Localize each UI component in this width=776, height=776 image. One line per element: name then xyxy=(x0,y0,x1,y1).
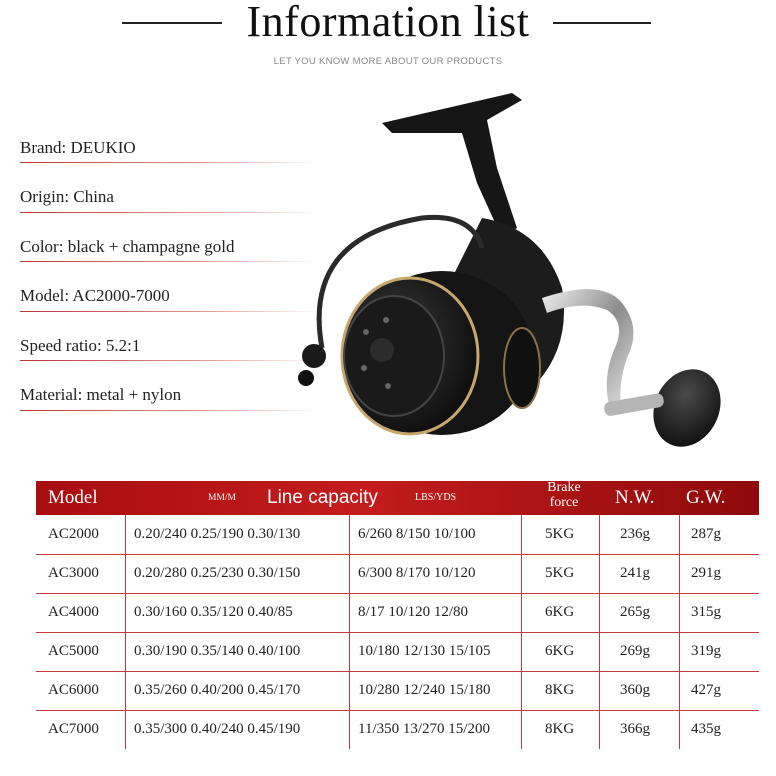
header-mm-m: MM/M xyxy=(208,493,236,503)
cell-gw: 287g xyxy=(691,526,721,542)
spec-material: Material: metal + nylon xyxy=(20,385,182,404)
cell-brake: 5KG xyxy=(545,565,575,581)
table-row xyxy=(36,593,759,632)
cell-nw: 265g xyxy=(620,604,650,620)
cell-brake: 5KG xyxy=(545,526,575,542)
cell-mm: 0.30/190 0.35/140 0.40/100 xyxy=(134,643,301,659)
cell-gw: 319g xyxy=(691,643,721,659)
title-rule-right xyxy=(553,22,651,24)
table-row xyxy=(36,515,759,554)
cell-mm: 0.20/240 0.25/190 0.30/130 xyxy=(134,526,301,542)
cell-lbs: 10/180 12/130 15/105 xyxy=(358,643,491,659)
spec-divider xyxy=(20,311,320,312)
header-line-capacity: Line capacity xyxy=(267,487,378,508)
cell-lbs: 6/260 8/150 10/100 xyxy=(358,526,476,542)
page-title: Information list xyxy=(246,0,530,46)
table-row xyxy=(36,710,759,749)
cell-brake: 6KG xyxy=(545,643,575,659)
page-subtitle: LET YOU KNOW MORE ABOUT OUR PRODUCTS xyxy=(273,56,503,67)
spec-divider xyxy=(20,410,320,411)
drag-knob xyxy=(370,338,394,362)
cell-mm: 0.30/160 0.35/120 0.40/85 xyxy=(134,604,293,620)
header-lbs-yds: LBS/YDS xyxy=(415,492,457,503)
table-row xyxy=(36,671,759,710)
cell-model: AC2000 xyxy=(48,526,99,542)
cell-lbs: 10/280 12/240 15/180 xyxy=(358,682,491,698)
cell-gw: 427g xyxy=(691,682,721,698)
spec-divider xyxy=(20,162,320,163)
cell-model: AC6000 xyxy=(48,682,99,698)
spec-divider xyxy=(20,212,320,213)
cell-nw: 236g xyxy=(620,526,650,542)
spec-model: Model: AC2000-7000 xyxy=(20,286,170,305)
table-header xyxy=(36,481,759,515)
cell-mm: 0.20/280 0.25/230 0.30/150 xyxy=(134,565,301,581)
spec-origin: Origin: China xyxy=(20,187,114,206)
header-model: Model xyxy=(48,487,98,508)
cell-brake: 6KG xyxy=(545,604,575,620)
cell-model: AC4000 xyxy=(48,604,99,620)
header-gross-weight: G.W. xyxy=(686,487,726,508)
table-row xyxy=(36,554,759,593)
cell-lbs: 11/350 13/270 15/200 xyxy=(358,721,490,737)
cell-brake: 8KG xyxy=(545,721,575,737)
cell-mm: 0.35/260 0.40/200 0.45/170 xyxy=(134,682,301,698)
spool-face xyxy=(344,296,444,416)
cell-gw: 435g xyxy=(691,721,721,737)
spec-color: Color: black + champagne gold xyxy=(20,237,235,256)
header-net-weight: N.W. xyxy=(615,487,655,508)
cell-nw: 269g xyxy=(620,643,650,659)
cell-lbs: 6/300 8/170 10/120 xyxy=(358,565,476,581)
table-row xyxy=(36,632,759,671)
spec-brand: Brand: DEUKIO xyxy=(20,138,136,157)
cell-gw: 291g xyxy=(691,565,721,581)
cell-model: AC5000 xyxy=(48,643,99,659)
cell-brake: 8KG xyxy=(545,682,575,698)
cell-nw: 366g xyxy=(620,721,650,737)
cell-gw: 315g xyxy=(691,604,721,620)
cell-model: AC3000 xyxy=(48,565,99,581)
cell-model: AC7000 xyxy=(48,721,99,737)
spec-divider xyxy=(20,360,320,361)
bail-roller xyxy=(302,344,326,368)
cell-nw: 241g xyxy=(620,565,650,581)
cell-lbs: 8/17 10/120 12/80 xyxy=(358,604,469,620)
bail-roller xyxy=(298,370,314,386)
spec-speed-ratio: Speed ratio: 5.2:1 xyxy=(20,336,141,355)
fishing-reel-image xyxy=(282,88,742,468)
cell-mm: 0.35/300 0.40/240 0.45/190 xyxy=(134,721,301,737)
spec-divider xyxy=(20,261,320,262)
header-brake-force: Brake force xyxy=(547,480,581,510)
cell-nw: 360g xyxy=(620,682,650,698)
reel-foot xyxy=(382,93,522,238)
